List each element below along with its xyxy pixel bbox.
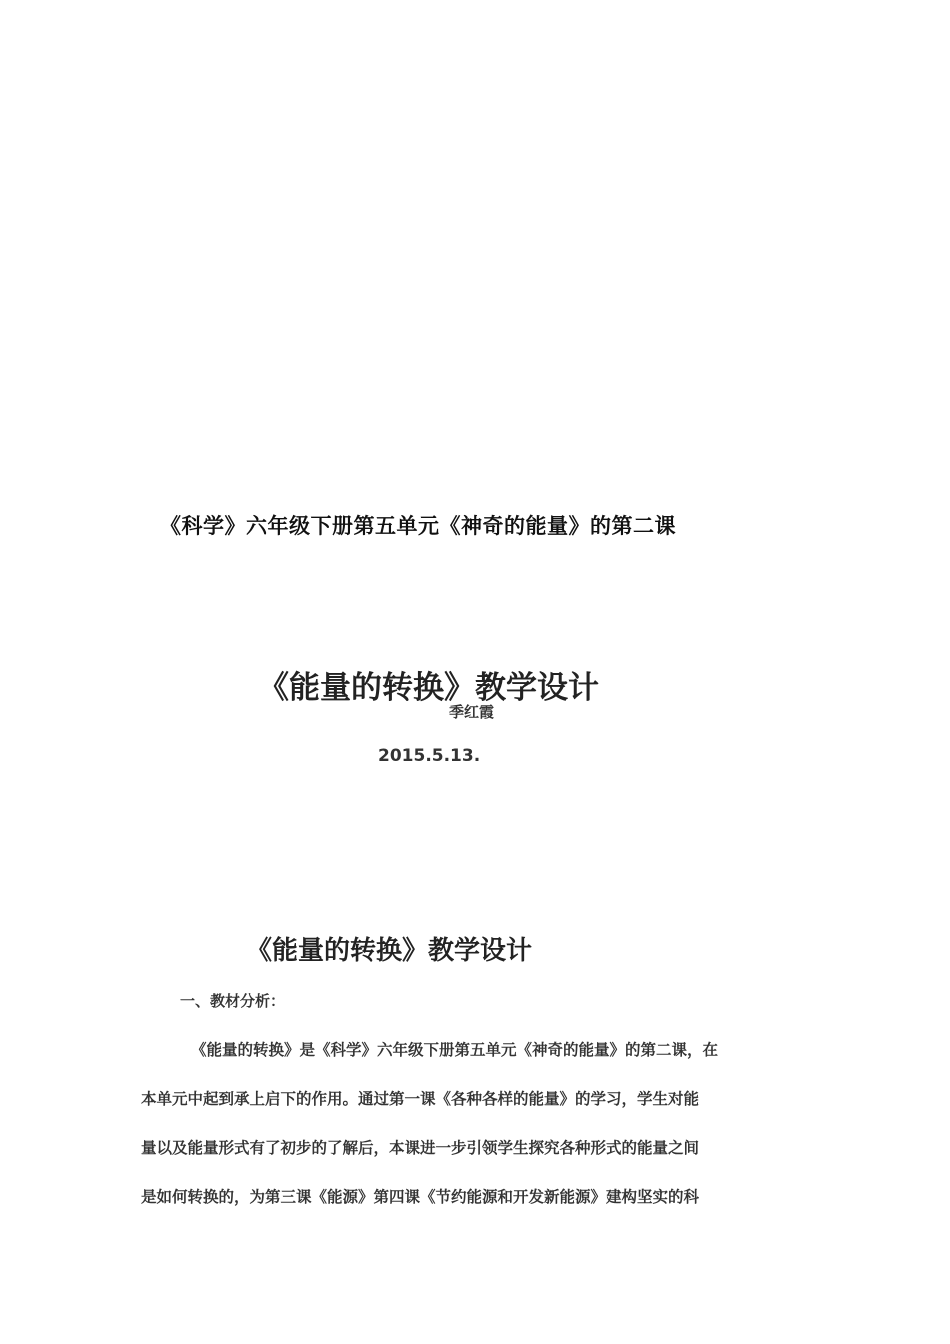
document-date: 2015.5.13. xyxy=(378,746,481,766)
author-name: 季红霞 xyxy=(449,703,495,721)
paragraph-line: 是如何转换的，为第三课《能源》第四课《节约能源和开发新能源》建构坚实的科 xyxy=(141,1188,700,1206)
paragraph-line: 本单元中起到承上启下的作用。通过第一课《各种各样的能量》的学习，学生对能 xyxy=(141,1090,700,1108)
cover-subtitle: 《科学》六年级下册第五单元《神奇的能量》的第二课 xyxy=(160,514,676,538)
section-heading-textbook-analysis: 一、教材分析： xyxy=(180,992,286,1010)
paragraph-line: 量以及能量形式有了初步的了解后，本课进一步引领学生探究各种形式的能量之间 xyxy=(141,1139,700,1157)
body-title: 《能量的转换》教学设计 xyxy=(246,936,533,966)
cover-title: 《能量的转换》教学设计 xyxy=(258,670,599,706)
paragraph-line: 《能量的转换》是《科学》六年级下册第五单元《神奇的能量》的第二课，在 xyxy=(191,1041,719,1059)
